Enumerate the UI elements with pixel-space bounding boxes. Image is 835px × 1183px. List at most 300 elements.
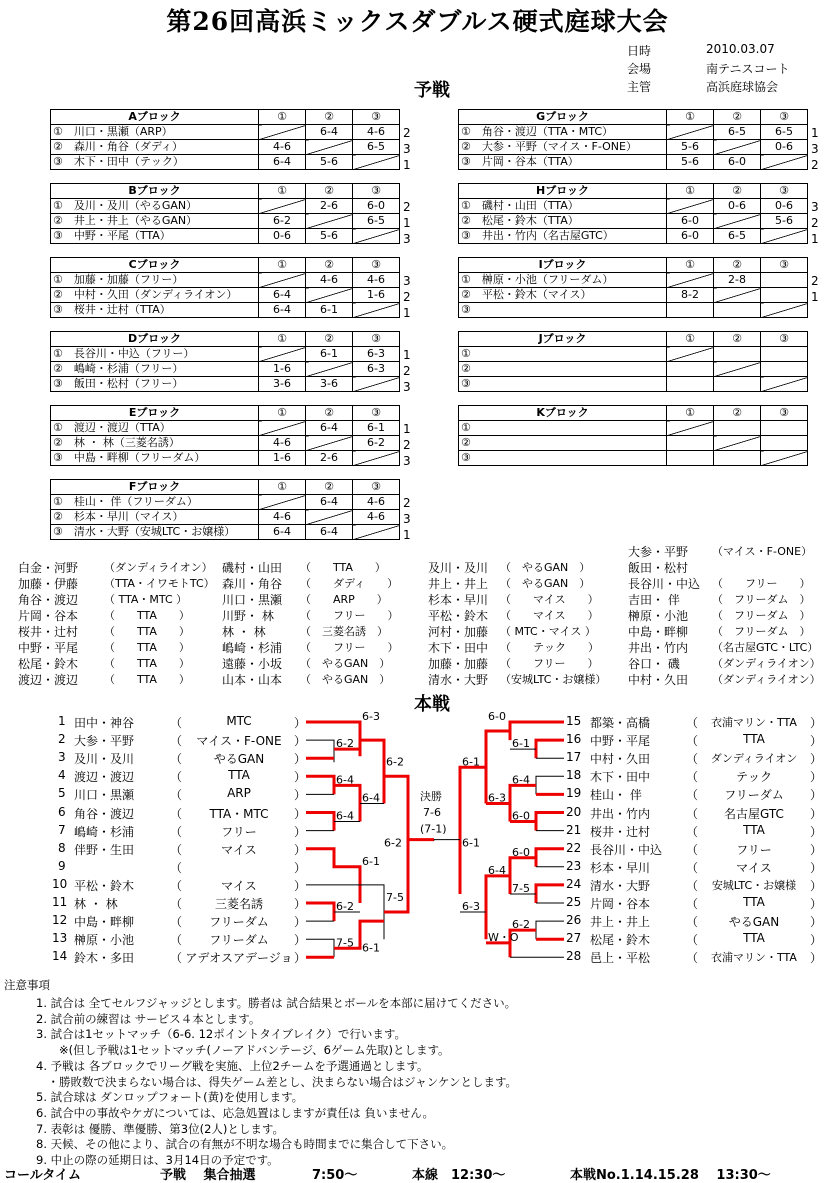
score-cell: 1-6	[259, 451, 306, 466]
match-score: 6-4	[336, 773, 354, 787]
roster-club: （安城LTC・お嬢様）	[500, 673, 607, 686]
column-head: ③	[353, 480, 400, 495]
roster-pair: 中村・久田	[628, 673, 689, 687]
draw-number: 8	[58, 840, 66, 855]
draw-pair: 中村・久田	[590, 752, 651, 767]
team-cell: ② 平松・鈴木（マイス）	[459, 288, 667, 303]
draw-pair: 片岡・谷本	[590, 897, 651, 911]
column-head: ②	[714, 406, 761, 421]
rank-value: 1	[403, 348, 411, 362]
draw-bracket-close: ）	[294, 770, 307, 785]
roster-pair: 河村・加藤	[428, 625, 489, 639]
roster-pair: 山本・山本	[222, 673, 283, 687]
match-score: 7-5	[386, 891, 404, 904]
draw-bracket-open: （	[686, 878, 699, 893]
match-score: 6-3	[462, 900, 480, 914]
draw-bracket-close: ）	[810, 860, 823, 875]
score-cell: 2-6	[306, 199, 353, 214]
final-score: 7-6	[423, 806, 441, 820]
column-head: ③	[353, 258, 400, 273]
draw-bracket-close: ）	[294, 734, 307, 749]
column-head: ①	[667, 332, 714, 347]
draw-bracket-open: （	[686, 770, 699, 785]
draw-bracket-close: ）	[810, 842, 823, 857]
roster-pair: 長谷川・中込	[628, 577, 701, 591]
score-cell: 3-6	[259, 377, 306, 392]
score-cell: 5-6	[761, 214, 808, 229]
team-cell: ② 中村・久田（ダンディライオン）	[51, 288, 259, 303]
score-cell: 4-6	[353, 125, 400, 140]
note-line: 2. 試合前の練習は サービス４本とします。	[36, 1011, 261, 1026]
column-head: ①	[667, 184, 714, 199]
match-score: 7-5	[512, 881, 530, 895]
score-cell: 0-6	[259, 229, 306, 244]
draw-number: 21	[566, 822, 582, 837]
rank-value: 2	[811, 158, 819, 172]
draw-bracket-open: （	[170, 788, 183, 803]
draw-number: 10	[52, 876, 68, 891]
column-head: ②	[714, 332, 761, 347]
roster-club: （ フリー ）	[300, 641, 399, 654]
draw-number: 28	[566, 949, 582, 964]
rank-value: 3	[811, 200, 819, 214]
draw-bracket-open: （	[686, 824, 699, 839]
match-score: 6-3	[362, 710, 380, 723]
roster-pair: 渡辺・渡辺	[18, 673, 79, 687]
roster-club: （TTA・イワモトTC）	[104, 577, 215, 590]
rank-value: 2	[811, 216, 819, 230]
draw-number: 19	[566, 786, 582, 801]
info-label: 日時	[627, 44, 652, 58]
draw-number: 2	[58, 732, 66, 747]
score-cell: 4-6	[259, 436, 306, 451]
draw-bracket-close: ）	[810, 824, 823, 839]
team-cell: ① 及川・及川（やるGAN）	[51, 199, 259, 214]
draw-club: やるGAN	[213, 752, 265, 767]
roster-pair: 角谷・渡辺	[18, 593, 79, 607]
roster-pair: 木下・田中	[428, 641, 489, 655]
match-score: 6-2	[384, 836, 402, 850]
score-cell: 6-5	[714, 229, 761, 244]
draw-number: 25	[566, 895, 582, 909]
bracket-line	[536, 740, 564, 758]
draw-bracket-close: ）	[294, 915, 307, 930]
roster-pair: 清水・大野	[428, 673, 489, 687]
draw-club: フリー	[221, 824, 257, 839]
bracket-line	[306, 903, 334, 921]
bracket-line	[536, 885, 564, 903]
page-title: 第26回高浜ミックスダブルス硬式庭球大会	[166, 7, 669, 36]
match-score: 7-5	[336, 936, 354, 950]
score-cell: 1-6	[353, 288, 400, 303]
draw-number: 11	[52, 895, 68, 909]
block-name: Iブロック	[459, 258, 667, 273]
draw-bracket-close: ）	[294, 842, 307, 857]
score-cell: 4-6	[306, 273, 353, 288]
team-cell: ③	[459, 451, 667, 466]
team-cell: ①	[459, 347, 667, 362]
draw-number: 9	[58, 858, 66, 873]
draw-number: 17	[566, 750, 582, 765]
roster-club: （ TTA ）	[104, 625, 190, 638]
draw-number: 16	[566, 732, 582, 747]
draw-bracket-open: （	[686, 734, 699, 749]
draw-club: TTA	[743, 895, 765, 909]
block-name: Eブロック	[51, 406, 259, 421]
draw-bracket-open: （	[170, 915, 183, 930]
draw-pair: 木下・田中	[590, 770, 651, 785]
draw-number: 6	[58, 804, 66, 819]
draw-bracket-open: （	[170, 734, 183, 749]
column-head: ①	[259, 184, 306, 199]
draw-number: 13	[52, 931, 68, 946]
draw-number: 7	[58, 822, 66, 837]
rank-value: 3	[403, 274, 411, 288]
roster-pair: 加藤・伊藤	[18, 577, 79, 591]
roster-club: （ フリー ）	[712, 577, 811, 590]
roster-pair: 川野・ 林	[222, 609, 274, 623]
block-name: Bブロック	[51, 184, 259, 199]
roster-club: （ TTA ）	[104, 657, 190, 670]
draw-number: 23	[566, 858, 582, 873]
draw-bracket-open: （	[170, 824, 183, 839]
draw-number: 22	[566, 840, 582, 855]
rank-value: 2	[403, 496, 411, 510]
draw-club: フリー	[736, 842, 772, 857]
draw-bracket-open: （	[686, 933, 699, 948]
rank-value: 1	[403, 528, 411, 542]
draw-bracket-close: ）	[810, 915, 823, 930]
draw-bracket-open: （	[686, 951, 699, 966]
draw-bracket-open: （	[686, 752, 699, 767]
roster-pair: 吉田・ 伴	[628, 593, 680, 607]
roster-club: （ TTA ）	[300, 561, 386, 574]
match-score: 6-4	[488, 863, 506, 877]
info-value: 2010.03.07	[706, 42, 775, 56]
draw-pair: 井上・井上	[590, 915, 651, 930]
column-head: ③	[353, 184, 400, 199]
team-cell: ① 桂山・ 伴（フリーダム）	[51, 495, 259, 510]
draw-number: 12	[52, 913, 68, 928]
block-name: Aブロック	[51, 110, 259, 125]
team-cell: ③ 木下・田中（テック）	[51, 155, 259, 170]
draw-pair: 伴野・生田	[74, 842, 135, 857]
team-cell: ③	[459, 303, 667, 318]
rank-value: 1	[403, 216, 411, 230]
team-cell: ③ 中島・畔柳（フリーダム）	[51, 451, 259, 466]
draw-bracket-close: ）	[294, 716, 307, 730]
note-line: 7. 表彰は 優勝、準優勝、第3位(2人)とします。	[36, 1121, 284, 1136]
draw-club: アデオスアデージョ	[185, 951, 293, 966]
match-score: 6-1	[362, 854, 380, 868]
roster-pair: 中野・平尾	[18, 641, 79, 655]
team-cell: ③ 片岡・谷本（TTA）	[459, 155, 667, 170]
score-cell: 6-2	[353, 436, 400, 451]
notes-title: 注意事項	[4, 978, 50, 992]
score-cell: 6-1	[353, 421, 400, 436]
roster-club: （ やるGAN ）	[500, 561, 591, 574]
draw-bracket-close: ）	[294, 860, 307, 875]
final-tiebreak: (7-1)	[420, 822, 447, 836]
column-head: ②	[714, 258, 761, 273]
draw-bracket-close: ）	[294, 897, 307, 911]
prelim-heading: 予戦	[414, 80, 450, 101]
score-cell: 6-4	[306, 495, 353, 510]
roster-pair: 桜井・辻村	[18, 625, 79, 639]
rank-value: 1	[403, 306, 411, 320]
rank-value: 2	[403, 200, 411, 214]
score-cell: 5-6	[667, 155, 714, 170]
roster-club: （名古屋GTC・LTC）	[712, 641, 819, 654]
column-head: ③	[353, 110, 400, 125]
rank-value: 3	[403, 454, 411, 468]
score-cell: 6-5	[353, 140, 400, 155]
draw-bracket-close: ）	[810, 951, 823, 966]
note-line: 9. 中止の際の延期日は、3月14日の予定です。	[36, 1153, 279, 1167]
score-cell: 6-0	[667, 214, 714, 229]
team-cell: ② 森川・角谷（ダディ）	[51, 140, 259, 155]
team-cell: ① 加藤・加藤（フリー）	[51, 273, 259, 288]
draw-pair: 渡辺・渡辺	[74, 770, 135, 785]
column-head: ②	[306, 332, 353, 347]
draw-club: TTA	[743, 931, 765, 946]
draw-pair: 平松・鈴木	[74, 878, 135, 893]
score-cell: 5-6	[306, 229, 353, 244]
match-score: 6-4	[512, 773, 530, 787]
draw-bracket-close: ）	[294, 933, 307, 948]
draw-number: 1	[58, 714, 66, 728]
roster-pair: 嶋崎・杉浦	[222, 641, 283, 655]
match-score: 6-1	[512, 737, 530, 751]
note-line: 1. 試合は 全てセルフジャッジとします。勝者は 試合結果とボールを本部に届けてください。	[36, 996, 517, 1010]
match-score: 6-0	[512, 845, 530, 859]
team-cell: ③ 井出・竹内（名古屋GTC）	[459, 229, 667, 244]
note-line: 6. 試合中の事故やケガについては、応急処置はしますが責任は 負いません。	[36, 1105, 435, 1120]
draw-pair: 川口・黒瀬	[74, 788, 135, 803]
score-cell: 6-5	[761, 125, 808, 140]
footer-prelim-label: 予戦 集合抽選	[160, 1168, 256, 1183]
roster-club: （ TTA・MTC ）	[104, 593, 188, 606]
draw-club: やるGAN	[728, 915, 780, 930]
roster-club: （ダンディライオン）	[712, 673, 821, 686]
roster-pair: 榊原・小池	[628, 609, 689, 623]
draw-bracket-close: ）	[294, 806, 307, 821]
column-head: ②	[306, 258, 353, 273]
roster-pair: 谷口・ 磯	[628, 657, 680, 671]
rank-value: 2	[811, 274, 819, 288]
rank-value: 1	[403, 422, 411, 436]
score-cell: 6-0	[714, 155, 761, 170]
draw-pair: 及川・及川	[74, 752, 135, 767]
roster-pair: 井上・井上	[428, 577, 489, 591]
info-label: 会場	[627, 62, 652, 76]
draw-bracket-close: ）	[294, 878, 307, 893]
block-name: Kブロック	[459, 406, 667, 421]
draw-bracket-close: ）	[810, 770, 823, 785]
score-cell: 6-3	[353, 347, 400, 362]
roster-pair: 森川・角谷	[222, 577, 283, 591]
rank-value: 3	[403, 512, 411, 526]
draw-pair: 大参・平野	[74, 734, 135, 749]
draw-club: マイス	[736, 860, 772, 875]
draw-bracket-open: （	[170, 860, 183, 875]
column-head: ③	[761, 184, 808, 199]
draw-number: 18	[566, 768, 582, 783]
note-line: ・勝敗数で決まらない場合は、得失ゲーム差とし、決まらない場合はジャンケンとします。	[36, 1074, 518, 1089]
draw-bracket-open: （	[170, 716, 183, 730]
score-cell: 5-6	[306, 155, 353, 170]
draw-club: フリーダム	[724, 788, 784, 803]
draw-number: 14	[52, 949, 68, 964]
draw-pair: 角谷・渡辺	[74, 806, 135, 821]
info-label: 主管	[627, 80, 652, 94]
draw-pair: 井出・竹内	[590, 806, 651, 821]
draw-club: TTA	[743, 822, 765, 837]
block-name: Cブロック	[51, 258, 259, 273]
draw-bracket-close: ）	[810, 878, 823, 893]
column-head: ②	[306, 480, 353, 495]
draw-pair: 杉本・早川	[590, 860, 651, 875]
bracket-line	[536, 776, 564, 794]
team-cell: ② 嶋崎・杉浦（フリー）	[51, 362, 259, 377]
match-score: 6-1	[462, 755, 480, 769]
roster-club: （ やるGAN ）	[300, 673, 391, 686]
draw-bracket-open: （	[170, 933, 183, 948]
note-line: 5. 試合球は ダンロップフォート(黄)を使用します。	[36, 1090, 304, 1105]
roster-pair: 林 ・ 林	[222, 625, 266, 639]
final-label: 決勝	[420, 789, 442, 803]
roster-club: （ MTC・マイス ）	[500, 625, 596, 638]
score-cell: 6-5	[353, 214, 400, 229]
match-score: 6-3	[488, 791, 506, 805]
team-cell: ① 磯村・山田（TTA）	[459, 199, 667, 214]
match-score: 6-2	[512, 918, 530, 932]
draw-bracket-close: ）	[810, 933, 823, 948]
bracket-line	[536, 813, 564, 831]
draw-pair: 榊原・小池	[74, 933, 135, 948]
draw-number: 26	[566, 913, 582, 928]
team-cell: ① 川口・黒瀬（ARP）	[51, 125, 259, 140]
draw-club: MTC	[226, 714, 252, 728]
score-cell: 6-4	[259, 303, 306, 318]
team-cell: ②	[459, 436, 667, 451]
bracket-line	[306, 813, 334, 831]
roster-pair: 大参・平野	[628, 545, 689, 559]
column-head: ②	[306, 406, 353, 421]
draw-club: マイス・F-ONE	[196, 734, 282, 749]
draw-bracket-open: （	[686, 842, 699, 857]
footer-call-label: コールタイム	[4, 1168, 81, 1183]
info-value: 南テニスコート	[706, 62, 790, 76]
score-cell: 6-4	[259, 288, 306, 303]
draw-bracket-open: （	[686, 860, 699, 875]
draw-number: 20	[566, 804, 582, 819]
roster-club: （ フリー ）	[300, 609, 399, 622]
score-cell: 2-6	[306, 451, 353, 466]
roster-club: （ フリーダム ）	[712, 593, 811, 606]
draw-bracket-open: （	[170, 878, 183, 893]
draw-bracket-close: ）	[294, 951, 307, 966]
score-cell: 6-4	[306, 125, 353, 140]
column-head: ①	[667, 258, 714, 273]
team-cell: ③ 飯田・松村（フリー）	[51, 377, 259, 392]
draw-bracket-open: （	[170, 752, 183, 767]
draw-pair: 邑上・平松	[590, 951, 651, 966]
team-cell: ② 松尾・鈴木（TTA）	[459, 214, 667, 229]
draw-pair: 嶋崎・杉浦	[74, 824, 135, 839]
score-cell: 0-6	[761, 199, 808, 214]
score-cell: 6-2	[259, 214, 306, 229]
draw-number: 4	[58, 768, 66, 783]
draw-club: テック	[735, 770, 772, 785]
draw-pair: 桜井・辻村	[590, 824, 651, 839]
draw-club: フリーダム	[209, 915, 269, 930]
bracket-line	[306, 939, 334, 957]
draw-bracket-open: （	[686, 716, 699, 730]
draw-club: 三菱名誘	[214, 897, 263, 911]
match-score: 6-2	[336, 900, 354, 914]
roster-pair: 片岡・谷本	[18, 609, 79, 623]
team-cell: ① 渡辺・渡辺（TTA）	[51, 421, 259, 436]
roster-pair: 平松・鈴木	[428, 609, 489, 623]
score-cell: 0-6	[761, 140, 808, 155]
draw-pair: 田中・神谷	[74, 716, 135, 730]
note-line: 3. 試合は1セットマッチ（6-6. 12ポイントタイブレイク）で行います。	[36, 1027, 406, 1042]
score-cell: 4-6	[259, 510, 306, 525]
rank-value: 2	[403, 126, 411, 140]
score-cell: 4-6	[353, 273, 400, 288]
draw-club: 衣浦マリン・TTA	[711, 951, 797, 965]
block-name: Fブロック	[51, 480, 259, 495]
draw-bracket-open: （	[686, 897, 699, 911]
match-score: 6-1	[462, 836, 480, 850]
roster-pair: 及川・及川	[428, 561, 489, 575]
draw-pair: 清水・大野	[590, 878, 651, 893]
draw-bracket-close: ）	[810, 734, 823, 749]
roster-pair: 中島・畔柳	[628, 625, 689, 639]
column-head: ③	[761, 332, 808, 347]
draw-club: 安城LTC・お嬢様	[711, 878, 797, 892]
draw-number: 5	[58, 786, 66, 801]
draw-club: ダンディライオン	[710, 752, 798, 766]
team-cell: ③ 桜井・辻村（TTA）	[51, 303, 259, 318]
column-head: ③	[761, 110, 808, 125]
draw-club: ARP	[227, 786, 251, 801]
score-cell: 4-6	[259, 140, 306, 155]
team-cell: ②	[459, 362, 667, 377]
roster-pair: 遠藤・小坂	[222, 657, 283, 671]
block-name: Gブロック	[459, 110, 667, 125]
score-cell: 6-3	[353, 362, 400, 377]
bracket-line	[536, 849, 564, 867]
team-cell: ③	[459, 377, 667, 392]
column-head: ②	[306, 110, 353, 125]
score-cell: 4-6	[353, 510, 400, 525]
note-line: 4. 予戦は 各ブロックでリーグ戦を実施、上位2チームを予選通過とします。	[36, 1058, 429, 1073]
team-cell: ② 杉本・早川（マイス）	[51, 510, 259, 525]
column-head: ①	[259, 110, 306, 125]
draw-number: 3	[58, 750, 66, 765]
roster-club: （ダンディライオン）	[104, 561, 213, 574]
team-cell: ③ 中野・平尾（TTA）	[51, 229, 259, 244]
roster-pair: 川口・黒瀬	[222, 593, 283, 607]
draw-bracket-close: ）	[294, 752, 307, 767]
draw-bracket-close: ）	[810, 788, 823, 803]
main-heading: 本戦	[414, 694, 450, 715]
rank-value: 3	[403, 380, 411, 394]
score-cell: 6-4	[259, 155, 306, 170]
note-line: 8. 天候、その他により、試合の有無が不明な場合も時間までに集合して下さい。	[36, 1137, 454, 1152]
